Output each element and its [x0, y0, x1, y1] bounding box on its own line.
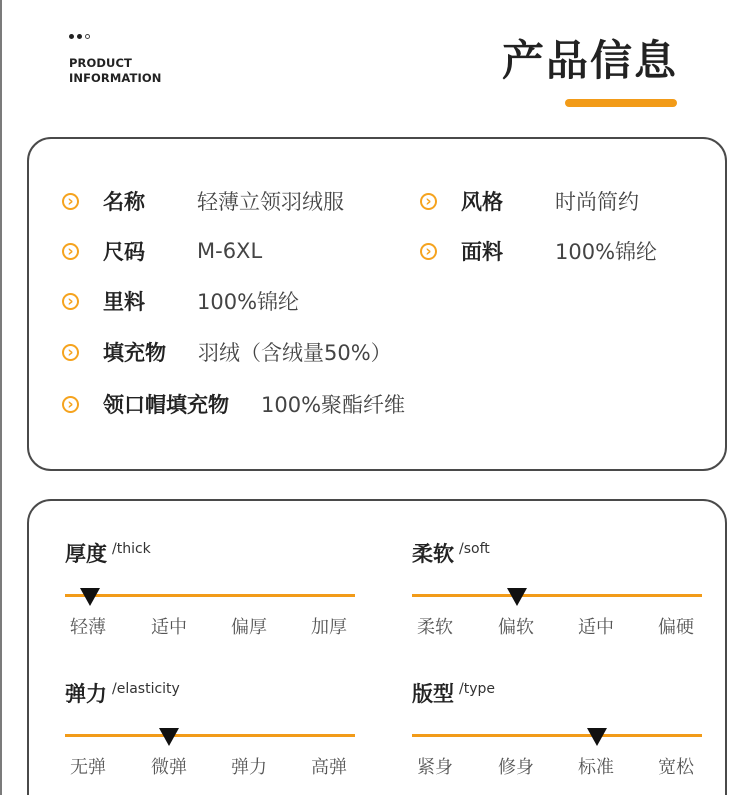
attr-title-type — [412, 678, 495, 708]
scale-label: 弹力 — [231, 757, 267, 778]
scale-label: 修身 — [498, 757, 534, 778]
attr-subtitle: /elasticity — [112, 681, 180, 697]
scale-line — [65, 594, 355, 597]
info-value: 100%锦纶 — [197, 290, 300, 314]
info-label: 面料 — [461, 240, 503, 264]
left-border — [0, 0, 2, 795]
dot — [85, 34, 90, 39]
info-value: 100%锦纶 — [555, 240, 658, 264]
info-row-fabric — [420, 236, 657, 266]
attribute-card — [27, 499, 727, 795]
info-row-filling — [62, 337, 392, 367]
attr-title-soft — [412, 538, 490, 568]
info-value: 轻薄立领羽绒服 — [197, 190, 344, 214]
scale-label: 偏硬 — [658, 617, 694, 638]
circle-arrow-right-icon — [420, 243, 437, 260]
brand-line-2: INFORMATION — [69, 71, 162, 85]
info-row-collar-filling — [62, 389, 405, 419]
scale-label: 标准 — [578, 757, 614, 778]
triangle-down-icon — [80, 588, 100, 606]
scale-label: 微弹 — [151, 757, 187, 778]
scale-label: 高弹 — [311, 757, 347, 778]
circle-arrow-right-icon — [62, 344, 79, 361]
page-title: 产品信息 — [501, 36, 678, 85]
brand-line-1: PRODUCT — [69, 56, 132, 70]
info-row-size — [62, 236, 262, 266]
info-row-name — [62, 186, 344, 216]
scale-label: 适中 — [578, 617, 614, 638]
info-value: 羽绒（含绒量50%） — [198, 341, 392, 365]
attr-title-text: 版型 — [412, 682, 454, 706]
circle-arrow-right-icon — [420, 193, 437, 210]
info-value: M-6XL — [197, 239, 263, 263]
dot — [69, 34, 74, 39]
info-label: 填充物 — [103, 341, 166, 365]
info-row-style — [420, 186, 639, 216]
scale-label: 加厚 — [311, 617, 347, 638]
scale-label: 无弹 — [70, 757, 106, 778]
info-label: 风格 — [461, 190, 503, 214]
dot — [77, 34, 82, 39]
attr-subtitle: /thick — [112, 541, 151, 557]
attr-title-text: 弹力 — [65, 682, 107, 706]
circle-arrow-right-icon — [62, 396, 79, 413]
scale-label: 轻薄 — [70, 617, 106, 638]
info-label: 尺码 — [103, 240, 145, 264]
info-value: 时尚简约 — [555, 190, 639, 214]
brand-text — [69, 56, 161, 86]
triangle-down-icon — [159, 728, 179, 746]
decorative-dots — [69, 34, 90, 39]
scale-line — [412, 734, 702, 737]
triangle-down-icon — [507, 588, 527, 606]
attr-title-text: 柔软 — [412, 542, 454, 566]
attr-title-text: 厚度 — [65, 542, 107, 566]
scale-label: 宽松 — [658, 757, 694, 778]
title-underline — [565, 99, 677, 107]
info-label: 名称 — [103, 190, 145, 214]
circle-arrow-right-icon — [62, 193, 79, 210]
scale-line — [65, 734, 355, 737]
scale-label: 适中 — [151, 617, 187, 638]
info-label: 里料 — [103, 290, 145, 314]
circle-arrow-right-icon — [62, 293, 79, 310]
attr-subtitle: /type — [459, 681, 495, 697]
triangle-down-icon — [587, 728, 607, 746]
circle-arrow-right-icon — [62, 243, 79, 260]
info-label: 领口帽填充物 — [103, 393, 229, 417]
info-value: 100%聚酯纤维 — [261, 393, 406, 417]
scale-label: 偏厚 — [231, 617, 267, 638]
scale-line — [412, 594, 702, 597]
scale-label: 偏软 — [498, 617, 534, 638]
scale-label: 紧身 — [417, 757, 453, 778]
attr-subtitle: /soft — [459, 541, 490, 557]
attr-title-thick — [65, 538, 151, 568]
product-info-card — [27, 137, 727, 471]
info-row-lining — [62, 286, 299, 316]
scale-label: 柔软 — [417, 617, 453, 638]
attr-title-elasticity — [65, 678, 180, 708]
